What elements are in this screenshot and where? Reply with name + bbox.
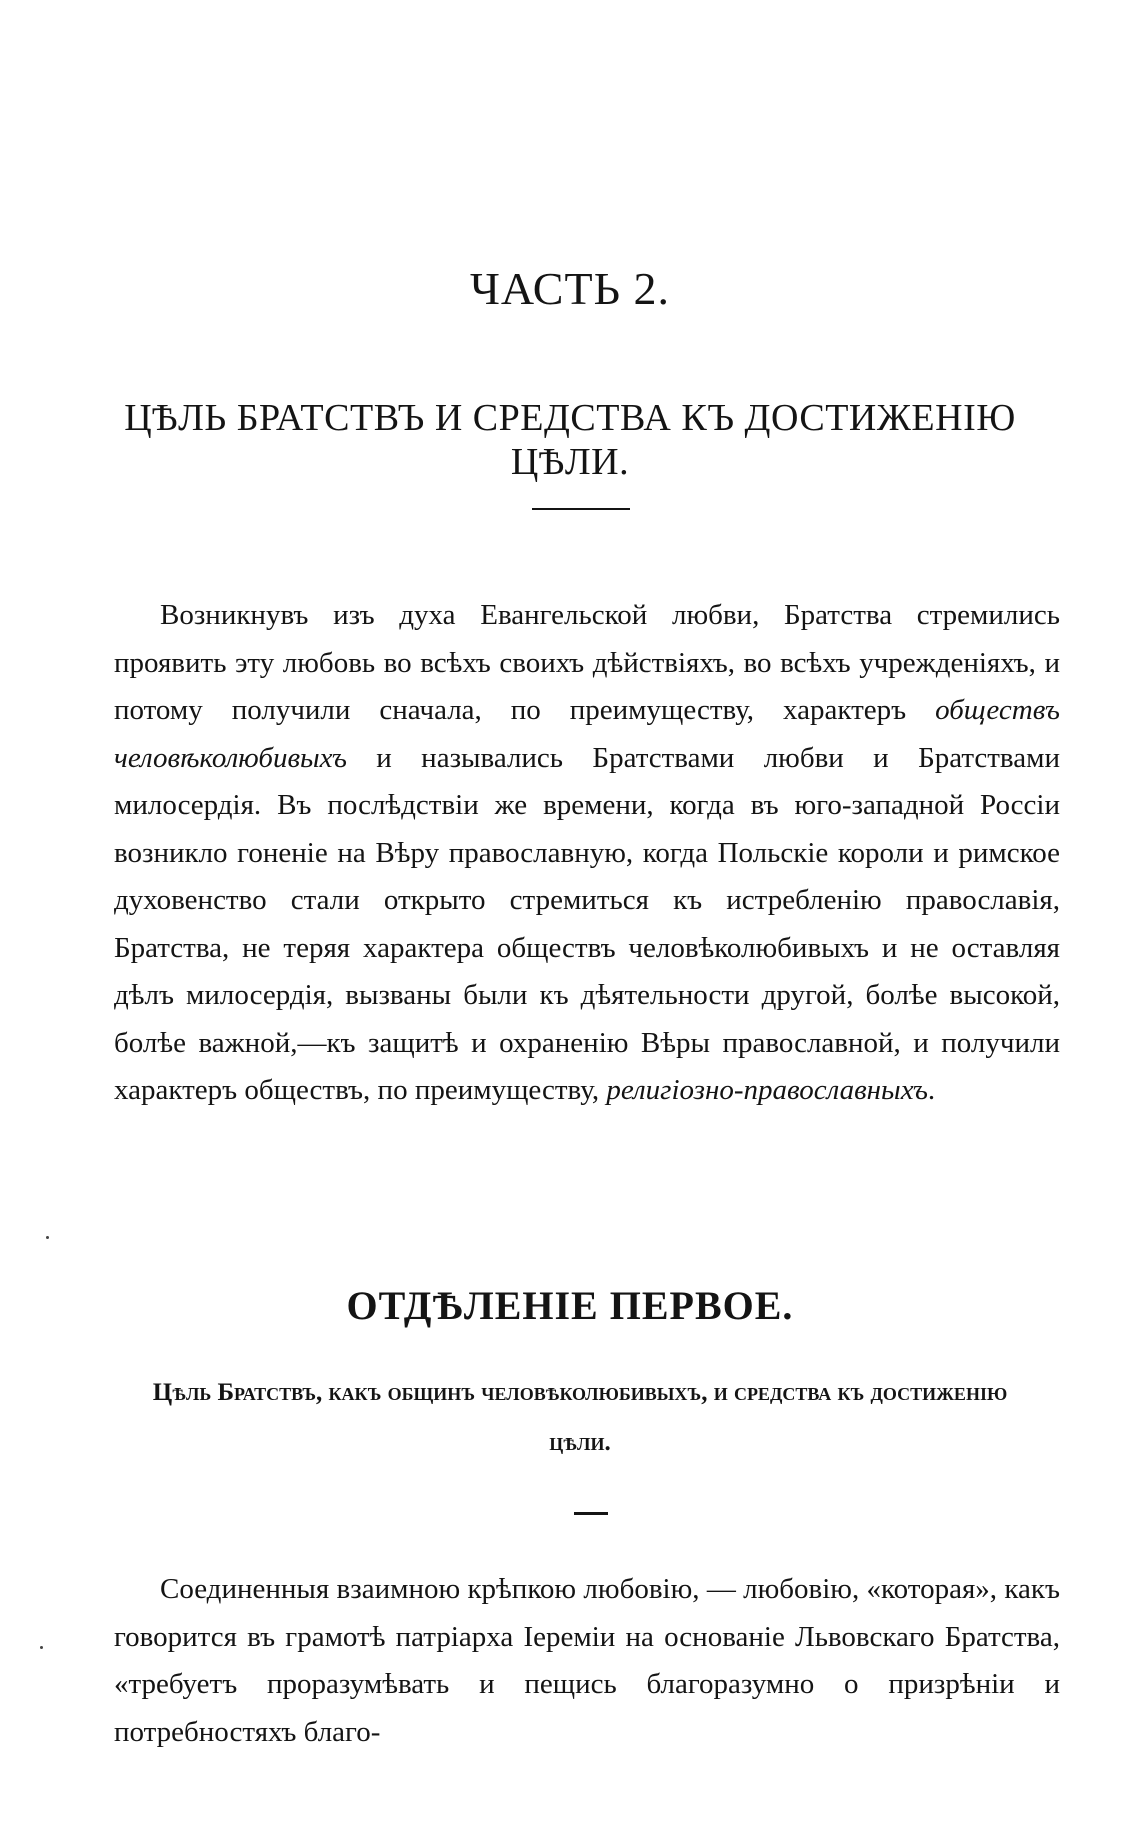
department-title: ОТДѢЛЕНІЕ ПЕРВОЕ. [346, 1283, 794, 1328]
section-title: ЦѢЛЬ БРАТСТВЪ И СРЕДСТВА КЪ ДОСТИЖЕНІЮ ЦѢЛИ. [124, 397, 1016, 483]
divider-rule [532, 508, 630, 510]
paragraph-body-text: Соединенныя взаимною крѣпкою любовію, — любовію, «которая», какъ говорится въ грамотѣ патріарха Іереміи на основаніе Львовскаго Братства, «требуетъ проразумѣвать и пещись благоразумно о призрѣніи и потребностяхъ благо- [114, 1573, 1060, 1748]
divider-dash [574, 1512, 608, 1515]
paragraph-intro-text-a: Возникнувъ изъ духа Евангельской любви, Братства стремились проявить эту любовь во всѣхъ своихъ дѣйствіяхъ, во всѣхъ учрежденіяхъ, и потому получили сначала, по преимуществу, характеръ [114, 599, 1060, 726]
department-subtitle: Цѣль Братствъ, какъ общинъ человѣколюбивыхъ, и средства къ достиженію цѣли. [152, 1379, 1008, 1456]
paragraph-intro-italic-b: религіозно-православныхъ [606, 1074, 928, 1106]
paragraph-intro-italic-a: обществъ человѣколюбивыхъ [114, 694, 1060, 774]
print-speck [40, 1646, 43, 1649]
paragraph-intro [114, 592, 1060, 1115]
print-speck [46, 1236, 49, 1239]
part-title: ЧАСТЬ 2. [469, 263, 671, 314]
paragraph-intro-text-c: . [927, 1074, 936, 1106]
paragraph-body [114, 1566, 1060, 1756]
paragraph-intro-text-b: и назывались Братствами любви и Братствами милосердія. Въ послѣдствіи же времени, когда въ юго-западной Россіи возникло гоненіе на Вѣру православную, когда Польскіе короли и римское духовенство стали открыто стремиться къ истребленію православія, Братства, не теряя характера обществъ человѣколюбивыхъ и не оставляя дѣлъ милосердія, вызваны были къ дѣятельности другой, болѣе высокой, болѣе важной,—къ защитѣ и охраненію Вѣры православной, и получили характеръ обществъ, по преимуществу, [114, 741, 1060, 1106]
